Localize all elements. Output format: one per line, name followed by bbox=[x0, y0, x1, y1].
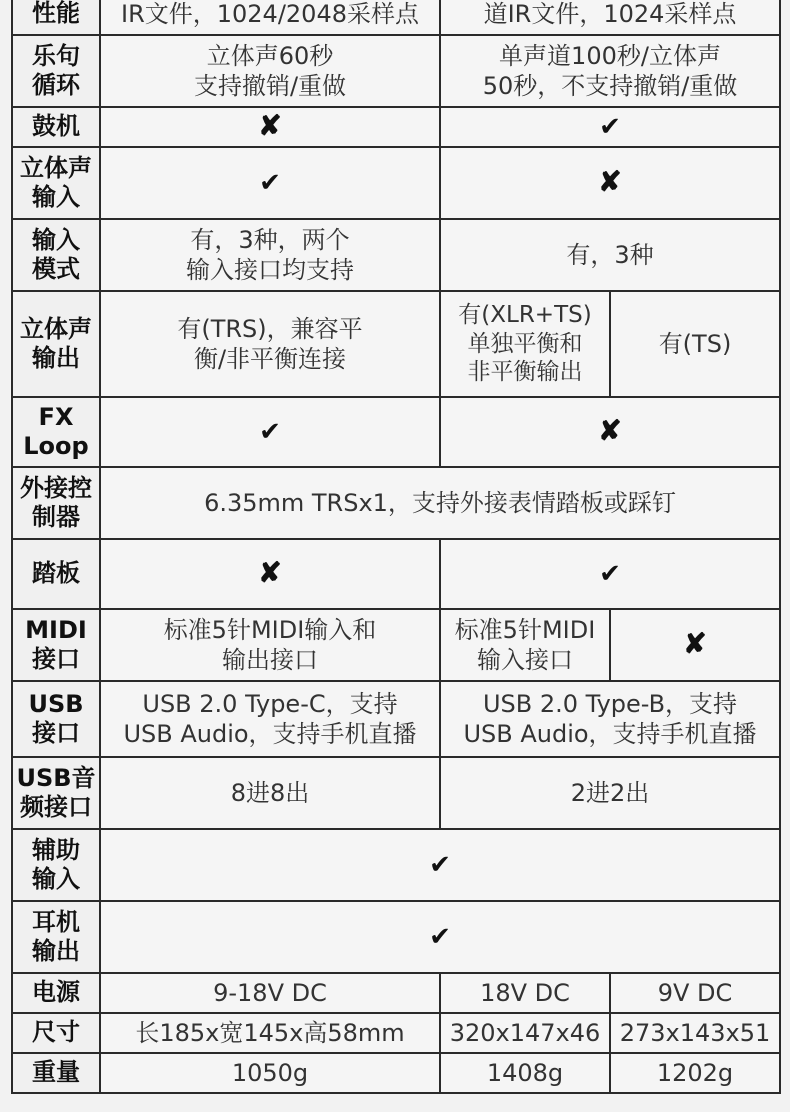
row-label-midi: MIDI 接口 bbox=[12, 609, 100, 681]
table-row-power bbox=[12, 973, 780, 1013]
row-label-ext-control: 外接控 制器 bbox=[12, 467, 100, 539]
cell-headphone bbox=[100, 901, 780, 973]
row-label-power: 电源 bbox=[12, 973, 100, 1013]
cell-weight-col2: 1408g bbox=[440, 1053, 610, 1093]
table-row-usb bbox=[12, 681, 780, 757]
cross-icon: ✘ bbox=[258, 556, 282, 589]
cell-stereo-out-col2: 有(XLR+TS) 单独平衡和 非平衡输出 bbox=[440, 291, 610, 397]
cell-usb-col1: USB 2.0 Type-C，支持 USB Audio，支持手机直播 bbox=[100, 681, 440, 757]
row-label-fx-loop: FX Loop bbox=[12, 397, 100, 467]
cell-stereo-out-col3: 有(TS) bbox=[610, 291, 780, 397]
cell-usb-audio-col2: 2进2出 bbox=[440, 757, 780, 829]
cell-power-col2: 18V DC bbox=[440, 973, 610, 1013]
cell-size-col1: 长185x宽145x高58mm bbox=[100, 1013, 440, 1053]
cross-icon: ✘ bbox=[683, 627, 707, 660]
cell-size-col2: 320x147x46 bbox=[440, 1013, 610, 1053]
row-label-stereo-out: 立体声 输出 bbox=[12, 291, 100, 397]
cell-stereo-in-col1 bbox=[100, 147, 440, 219]
table-row-headphone bbox=[12, 901, 780, 973]
table-row-size bbox=[12, 1013, 780, 1053]
row-label-pedal: 踏板 bbox=[12, 539, 100, 609]
table-row-usb-audio bbox=[12, 757, 780, 829]
row-label-usb: USB 接口 bbox=[12, 681, 100, 757]
check-icon: ✔ bbox=[429, 850, 451, 880]
row-label-aux-in: 辅助 输入 bbox=[12, 829, 100, 901]
cell-looper-col2: 单声道100秒/立体声 50秒，不支持撤销/重做 bbox=[440, 35, 780, 107]
table-row-stereo-out bbox=[12, 291, 780, 397]
cross-icon: ✘ bbox=[598, 414, 622, 447]
row-label-stereo-in: 立体声 输入 bbox=[12, 147, 100, 219]
table-row-aux-in bbox=[12, 829, 780, 901]
row-label-usb-audio: USB音 频接口 bbox=[12, 757, 100, 829]
cell-midi-col1: 标准5针MIDI输入和 输出接口 bbox=[100, 609, 440, 681]
row-label-weight: 重量 bbox=[12, 1053, 100, 1093]
cell-input-mode-col1: 有，3种，两个 输入接口均支持 bbox=[100, 219, 440, 291]
cell-weight-col1: 1050g bbox=[100, 1053, 440, 1093]
cell-fx-loop-col2 bbox=[440, 397, 780, 467]
cell-aux-in bbox=[100, 829, 780, 901]
table-row-looper bbox=[12, 35, 780, 107]
cell-weight-col3: 1202g bbox=[610, 1053, 780, 1093]
cell-performance-col2: 道IR文件，1024采样点 bbox=[440, 0, 780, 35]
row-label-performance: 性能 bbox=[12, 0, 100, 35]
cell-power-col1: 9-18V DC bbox=[100, 973, 440, 1013]
cell-input-mode-col2: 有，3种 bbox=[440, 219, 780, 291]
spec-comparison-table bbox=[11, 0, 781, 1094]
table-row-input-mode bbox=[12, 219, 780, 291]
cross-icon: ✘ bbox=[258, 109, 282, 142]
cell-midi-col2: 标准5针MIDI 输入接口 bbox=[440, 609, 610, 681]
row-label-headphone: 耳机 输出 bbox=[12, 901, 100, 973]
cell-drum-col2 bbox=[440, 107, 780, 147]
cell-pedal-col2 bbox=[440, 539, 780, 609]
cell-usb-audio-col1: 8进8出 bbox=[100, 757, 440, 829]
check-icon: ✔ bbox=[599, 559, 621, 589]
row-label-looper: 乐句 循环 bbox=[12, 35, 100, 107]
table-row-drum bbox=[12, 107, 780, 147]
row-label-drum: 鼓机 bbox=[12, 107, 100, 147]
row-label-size: 尺寸 bbox=[12, 1013, 100, 1053]
table-row-midi bbox=[12, 609, 780, 681]
cell-performance-col1: IR文件，1024/2048采样点 bbox=[100, 0, 440, 35]
cell-drum-col1 bbox=[100, 107, 440, 147]
table-row-pedal bbox=[12, 539, 780, 609]
cross-icon: ✘ bbox=[598, 165, 622, 198]
check-icon: ✔ bbox=[259, 168, 281, 198]
cell-fx-loop-col1 bbox=[100, 397, 440, 467]
cell-ext-control: 6.35mm TRSx1，支持外接表情踏板或踩钉 bbox=[100, 467, 780, 539]
cell-stereo-out-col1: 有(TRS)，兼容平 衡/非平衡连接 bbox=[100, 291, 440, 397]
cell-looper-col1: 立体声60秒 支持撤销/重做 bbox=[100, 35, 440, 107]
table-row-ext-control bbox=[12, 467, 780, 539]
table-row-performance bbox=[12, 0, 780, 35]
check-icon: ✔ bbox=[599, 112, 621, 142]
cell-power-col3: 9V DC bbox=[610, 973, 780, 1013]
row-label-input-mode: 输入 模式 bbox=[12, 219, 100, 291]
check-icon: ✔ bbox=[429, 922, 451, 952]
cell-size-col3: 273x143x51 bbox=[610, 1013, 780, 1053]
table-row-stereo-in bbox=[12, 147, 780, 219]
cell-stereo-in-col2 bbox=[440, 147, 780, 219]
check-icon: ✔ bbox=[259, 417, 281, 447]
table-row-weight bbox=[12, 1053, 780, 1093]
cell-midi-col3 bbox=[610, 609, 780, 681]
cell-usb-col2: USB 2.0 Type-B，支持 USB Audio，支持手机直播 bbox=[440, 681, 780, 757]
cell-pedal-col1 bbox=[100, 539, 440, 609]
table-row-fx-loop bbox=[12, 397, 780, 467]
